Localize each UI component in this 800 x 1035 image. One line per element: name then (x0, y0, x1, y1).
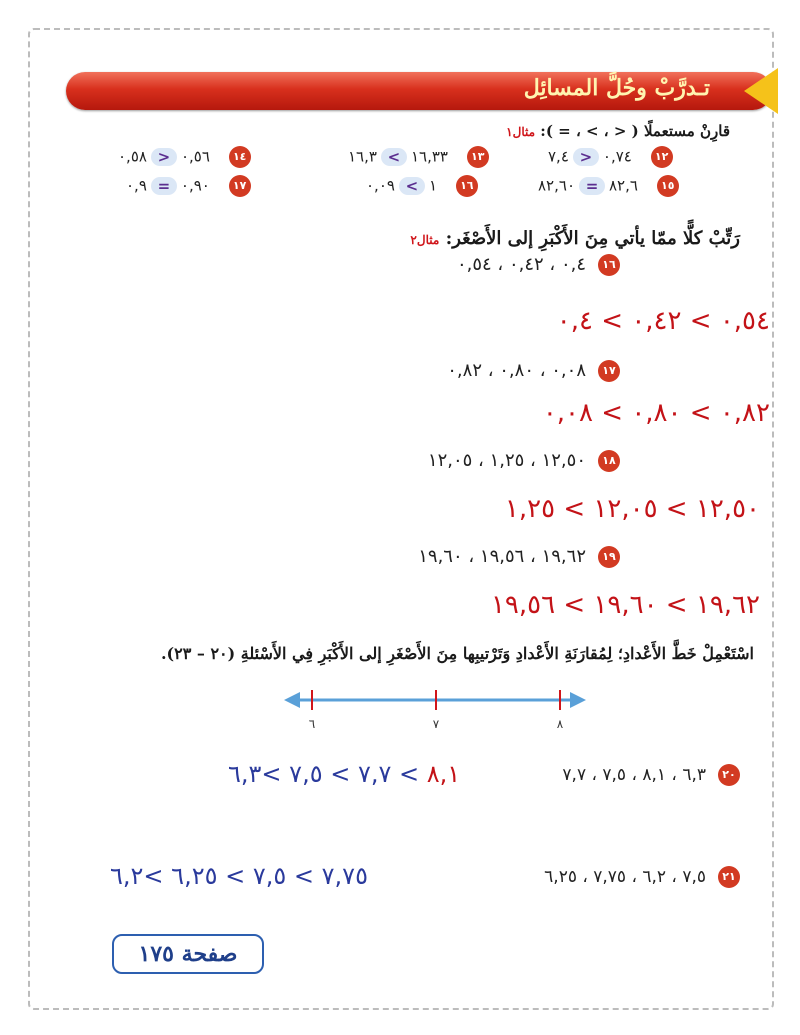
order-question (457, 254, 620, 276)
compare-symbol: > (573, 148, 599, 166)
question-number-badge: ١٧ (229, 175, 251, 197)
answer-part-red: ٨,١ (426, 760, 461, 788)
compare-right: ٨٢,٦ (609, 176, 638, 195)
tick-label-7: ٧ (432, 717, 440, 731)
question-values: ٦,٣ ، ٨,١ ، ٧,٥ ، ٧,٧ (562, 765, 706, 785)
right-arrow-icon (570, 692, 586, 708)
answer-part-blue: > ٧,٧ > ٧,٥ >٦,٣ (228, 760, 420, 788)
question-number-badge: ١٨ (598, 450, 620, 472)
question-number-badge: ١٤ (229, 146, 251, 168)
compare-left: ٨٢,٦٠ (538, 176, 575, 195)
compare-left: ٠,٥٨ (118, 147, 147, 166)
question-values: ١٢,٥٠ ، ١,٢٥ ، ١٢,٠٥ (427, 450, 586, 471)
compare-example-tag: مثال١ (506, 125, 536, 139)
compare-left: ٧,٤ (548, 147, 569, 166)
order-question (418, 546, 620, 568)
question-number-badge: ١٢ (651, 146, 673, 168)
compare-right: ١ (428, 176, 438, 195)
tick-label-6: ٦ (308, 717, 316, 731)
numberline-question (562, 764, 740, 786)
order-question (428, 450, 620, 472)
compare-right: ٠,٧٤ (602, 147, 632, 166)
compare-item (348, 146, 489, 168)
question-values: ٠,٤ ، ٠,٤٢ ، ٠,٥٤ (456, 254, 586, 275)
banner-title: تـدرَّبْ وحُلَّ المسائِل (523, 75, 710, 101)
question-number-badge: ١٣ (467, 146, 489, 168)
numberline-answer (228, 760, 460, 788)
order-answer: ٠,٥٤ > ٠,٤٢ > ٠,٤ (556, 306, 770, 336)
question-number-badge: ١٦ (456, 175, 478, 197)
banner-arrow-icon (744, 68, 778, 114)
order-example-tag: مثال٢ (410, 233, 440, 247)
numberline-question (544, 866, 740, 888)
number-line (280, 684, 590, 732)
question-number-badge: ١٩ (598, 546, 620, 568)
compare-item (126, 175, 251, 197)
compare-right: ١٦,٣٣ (410, 147, 448, 166)
question-number-badge: ١٦ (598, 254, 620, 276)
question-values: ٠,٠٨ ، ٠,٨٠ ، ٠,٨٢ (447, 360, 586, 381)
question-number-badge: ٢١ (718, 866, 740, 888)
numberline-answer: ٧,٧٥ > ٧,٥ > ٦,٢٥ >٦,٢ (110, 862, 368, 890)
numberline-instruction: اسْتَعْمِلْ خَطَّ الأَعْدادِ؛ لِمُقارَنَةِ الأَعْدادِ وَتَرْتيبِها مِنَ الأَصْغَرِ إلى الأَكْبَرِ فِي الأَسْئلةِ (٢٠ – ٢٣). (160, 644, 754, 663)
tick-label-8: ٨ (556, 717, 564, 731)
question-number-badge: ١٥ (657, 175, 679, 197)
order-question (447, 360, 620, 382)
order-answer: ١٢,٥٠ > ١٢,٠٥ > ١,٢٥ (504, 494, 760, 524)
compare-symbol: > (151, 148, 177, 166)
compare-item (118, 146, 251, 168)
page-number-label: صفحة ١٧٥ (112, 934, 264, 974)
compare-instruction (506, 122, 730, 140)
order-instruction-text: رَتِّبْ كلًّا ممّا يأتي مِنَ الأَكْبَرِ إلى الأَصْغَر: (445, 228, 740, 249)
compare-item (538, 175, 679, 197)
section-banner (66, 72, 772, 110)
question-number-badge: ١٧ (598, 360, 620, 382)
compare-left: ١٦,٣ (348, 147, 377, 166)
order-answer: ٠,٨٢ > ٠,٨٠ > ٠,٠٨ (542, 398, 770, 428)
compare-left: ٠,٩ (126, 176, 147, 195)
compare-right: ٠,٩٠ (180, 176, 210, 195)
compare-left: ٠,٠٩ (366, 176, 395, 195)
compare-symbol: = (579, 177, 605, 195)
order-answer: ١٩,٦٢ > ١٩,٦٠ > ١٩,٥٦ (490, 590, 760, 620)
question-values: ٧,٥ ، ٦,٢ ، ٧,٧٥ ، ٦,٢٥ (544, 867, 706, 887)
compare-right: ٠,٥٦ (180, 147, 210, 166)
compare-instruction-text: قارِنْ مستعملًا ( < ، > ، = ): (540, 122, 730, 140)
order-instruction (410, 228, 740, 249)
compare-symbol: < (381, 148, 407, 166)
question-values: ١٩,٦٢ ، ١٩,٥٦ ، ١٩,٦٠ (418, 546, 586, 567)
compare-item (366, 175, 478, 197)
compare-symbol: < (399, 177, 425, 195)
compare-symbol: = (151, 177, 177, 195)
left-arrow-icon (284, 692, 300, 708)
question-number-badge: ٢٠ (718, 764, 740, 786)
compare-item (548, 146, 673, 168)
